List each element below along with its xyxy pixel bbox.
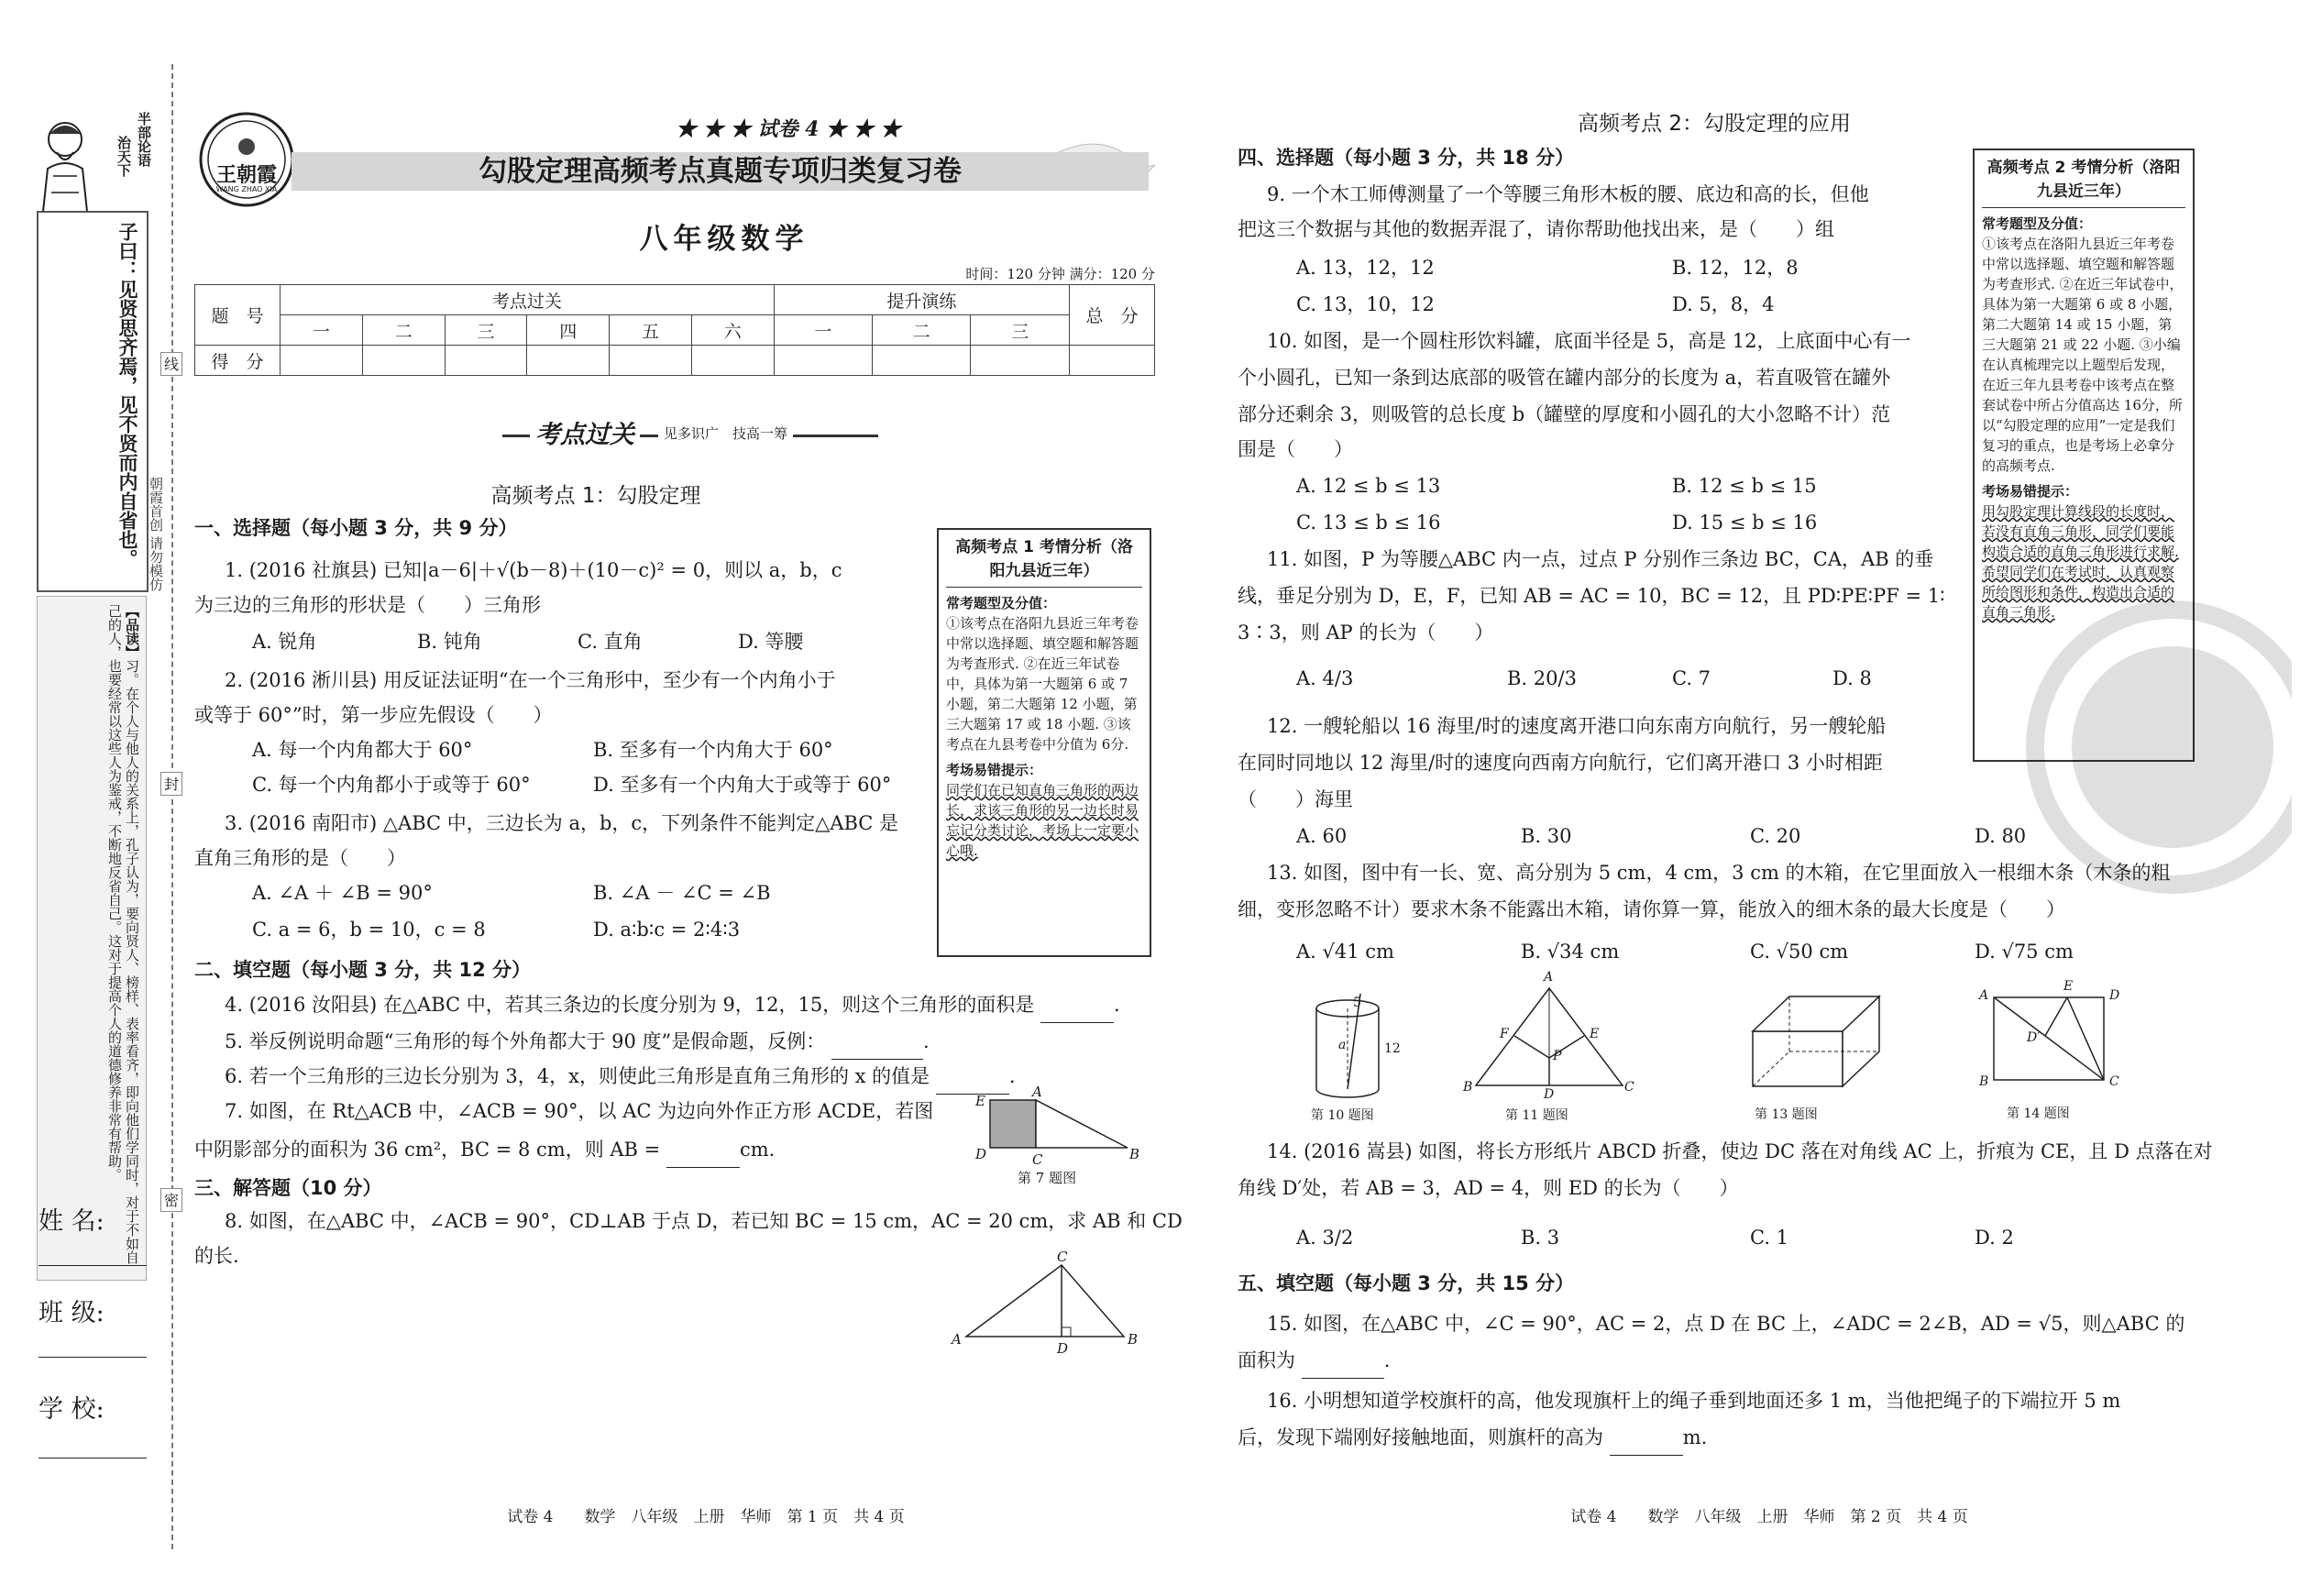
fig11-label: C (1624, 1080, 1634, 1095)
score-cell[interactable] (1070, 346, 1155, 376)
option[interactable]: D. 80 (1975, 825, 2027, 847)
option[interactable]: D. 等腰 (738, 631, 804, 653)
score-cell[interactable] (362, 346, 445, 376)
q7-line1: 7. 如图，在 Rt△ACB 中，∠ACB = 90°，以 AC 为边向外作正方形 ACDE，若图 (225, 1100, 934, 1122)
section-banner (502, 414, 878, 451)
option[interactable]: C. 13 ≤ b ≤ 16 (1296, 512, 1441, 534)
option[interactable]: D. 至多有一个内角大于或等于 60° (593, 774, 892, 796)
fig8-label: A (952, 1331, 962, 1348)
section1-heading: 一、选择题（每小题 3 分，共 9 分） (194, 517, 518, 539)
q10-line1: 10. 如图，是一个圆柱形饮料罐，底面半径是 5，高是 12，上底面中心有一 (1267, 330, 1911, 352)
q9-options-row1 (1296, 249, 1799, 286)
th-num: 四 (527, 315, 610, 346)
banner-title: 考点过关 (530, 414, 640, 450)
th-num: 一 (281, 315, 363, 346)
analysis-box-1 (937, 528, 1151, 957)
q12-options (1296, 818, 2026, 854)
box2-subhead2: 考场易错提示： (1982, 483, 2079, 500)
paper-tag: ★ ★ ★ 试卷 4 ★ ★ ★ (676, 117, 901, 141)
score-cell[interactable] (610, 346, 692, 376)
option[interactable]: C. 每一个内角都小于或等于 60° (252, 774, 531, 796)
q11-line2: 线，垂足分别为 D，E，F，已知 AB = AC = 10，BC = 12，且 PD∶PE∶PF = 1∶ (1238, 585, 1945, 607)
q2-line1: 2. (2016 淅川县) 用反证法证明“在一个三角形中，至少有一个内角小于 (225, 669, 836, 691)
th-kaodian: 考点过关 (281, 285, 775, 315)
q5: 5. 举反例说明命题“三角形的每个外角都大于 90 度”是假命题，反例： . (225, 1023, 930, 1060)
topic1-title: 高频考点 1：勾股定理 (490, 484, 701, 508)
seal-char-1: 线 (160, 352, 182, 376)
score-cell[interactable] (527, 346, 610, 376)
q14-line1: 14. (2016 嵩县) 如图，将长方形纸片 ABCD 折叠，使边 DC 落在对角线 AC 上，折痕为 CE，且 D 点落在对 (1267, 1140, 2213, 1162)
q16-blank[interactable] (1610, 1436, 1683, 1456)
box1-subhead: 常考题型及分值： (946, 595, 1057, 611)
box2-subhead: 常考题型及分值： (1982, 215, 2093, 232)
school-label: 学 校: (39, 1395, 105, 1424)
fig11-label: P (1553, 1049, 1562, 1063)
box1-body: ①该考点在洛阳九县近三年考卷中常以选择题、填空题和解答题为考查形式. ②在近三年试卷中，具体为第一大题第 6 或 7 小题，第二大题第 12 小题，第三大题第 17 或 18 小题. ③该考点在九县考卷中分值为 6分. (946, 615, 1139, 753)
option[interactable]: B. 12，12，8 (1672, 257, 1799, 279)
th-num: 五 (610, 315, 692, 346)
fig7-label: A (1032, 1084, 1042, 1100)
th-num: 六 (691, 315, 774, 346)
fig8-label: B (1128, 1331, 1139, 1348)
option[interactable]: B. 12 ≤ b ≤ 15 (1672, 475, 1817, 497)
option[interactable]: A. ∠A ＋ ∠B = 90° (252, 882, 433, 904)
option[interactable]: D. 15 ≤ b ≤ 16 (1672, 512, 1818, 534)
box1-head: 高频考点 1 考情分析（洛阳九县近三年） (955, 538, 1133, 580)
q8-line1: 8. 如图，在△ABC 中，∠ACB = 90°，CD⊥AB 于点 D，若已知 BC = 15 cm，AC = 20 cm，求 AB 和 CD (225, 1210, 1183, 1232)
fig11-label: B (1463, 1080, 1473, 1095)
fig13-caption: 第 13 题图 (1755, 1107, 1818, 1122)
fig10-label: a (1338, 1038, 1347, 1052)
brand-logo (197, 110, 296, 209)
option[interactable]: D. a∶b∶c = 2∶4∶3 (593, 919, 741, 941)
fig14-label: D (2109, 988, 2120, 1003)
fig11-label: A (1544, 970, 1554, 985)
fig11-label: D (1544, 1087, 1555, 1102)
q11-options (1296, 660, 1872, 697)
fig14-caption: 第 14 题图 (2007, 1106, 2070, 1121)
th-score: 得 分 (195, 346, 281, 376)
section3-heading: 三、解答题（10 分） (194, 1177, 382, 1199)
q3-line2: 直角三角形的是（ ） (194, 847, 406, 869)
footer-right: 试卷 4 数学 八年级 上册 华师 第 2 页 共 4 页 (1570, 1508, 1968, 1526)
fig7-label: E (975, 1093, 985, 1109)
option[interactable]: C. 13，10，12 (1296, 293, 1435, 315)
option[interactable]: D. 8 (1832, 667, 1872, 689)
option[interactable]: D. 2 (1975, 1227, 2014, 1249)
q3-options-row2 (252, 911, 740, 948)
quote-text: 子曰：见贤思齐焉，见不贤而内自省也。 (116, 222, 138, 568)
q7-blank[interactable] (666, 1149, 740, 1168)
brand-vertical: 朝霞首创 请勿模仿 (148, 477, 164, 591)
pindu-text: 【品读】习。在个人与他人的关系上，孔子认为，要向贤人、榜样、表率看齐，即向他们学同时，对于不如自己的人，也要经常以这些人为鉴戒，不断地反省自己。这对于提高个人的道德修养非常有帮助。 (106, 604, 140, 1264)
q15-line2: 面积为 . (1238, 1342, 1390, 1379)
option[interactable]: B. 20/3 (1507, 667, 1577, 689)
fig10-label: 12 (1384, 1041, 1401, 1056)
figure-q11 (1458, 970, 1641, 1128)
topic2-title: 高频考点 2：勾股定理的应用 (1578, 112, 1851, 136)
box2-tip: 用勾股定理计算线段的长度时，若没有直角三角形，同学们要能构造合适的直角三角形进行求解. 希望同学们在考试时，认真观察所给图形和条件，构造出合适的直角三角形. (1982, 503, 2179, 621)
score-cell[interactable] (691, 346, 774, 376)
q12-line1: 12. 一艘轮船以 16 海里/时的速度离开港口向东南方向航行，另一艘轮船 (1267, 715, 1887, 737)
q11-line3: 3∶3，则 AP 的长为（ ） (1238, 622, 1494, 644)
figure-q8 (950, 1249, 1142, 1359)
q10-line4: 围是（ ） (1238, 438, 1353, 460)
option[interactable]: A. 60 (1296, 825, 1348, 847)
box2-head: 高频考点 2 考情分析（洛阳九县近三年） (1986, 159, 2181, 201)
option[interactable]: C. 直角 (578, 631, 643, 653)
th-tisheng: 提升演练 (774, 285, 1069, 315)
q10-line3: 部分还剩余 3，则吸管的总长度 b（罐壁的厚度和小圆孔的大小忽略不计）范 (1238, 403, 1891, 425)
q13-line1: 13. 如图，图中有一长、宽、高分别为 5 cm，4 cm，3 cm 的木箱，在它里面放入一根细木条（木条的粗 (1267, 862, 2171, 884)
subject-title: 八年级数学 (639, 223, 809, 256)
option[interactable]: A. 每一个内角都大于 60° (252, 739, 473, 761)
fig11-caption: 第 11 题图 (1505, 1108, 1568, 1123)
score-cell[interactable] (774, 346, 872, 376)
option[interactable]: D. 5，8，4 (1672, 293, 1775, 315)
footer-left: 试卷 4 数学 八年级 上册 华师 第 1 页 共 4 页 (507, 1508, 905, 1526)
section2-heading: 二、填空题（每小题 3 分，共 12 分） (194, 959, 532, 981)
class-label: 班 级: (39, 1299, 105, 1327)
sidebar (28, 110, 152, 1424)
watermark-seal (2017, 596, 2292, 898)
option[interactable]: B. 3 (1521, 1227, 1560, 1249)
motto-side: 治天下 (116, 136, 132, 177)
th-num: 二 (873, 315, 971, 346)
q1-line2: 为三边的三角形的形状是（ ）三角形 (194, 594, 541, 616)
th-num: 二 (362, 315, 445, 346)
option[interactable]: C. 20 (1750, 825, 1801, 847)
option[interactable]: A. √41 cm (1296, 941, 1394, 963)
q10-options-row2 (1296, 504, 1817, 541)
box2-body: ①该考点在洛阳九县近三年考卷中常以选择题、填空题和解答题为考查形式. ②在近三年试卷中，具体为第一大题第 6 或 8 小题，第二大题第 14 或 15 小题，第三大题第 21 或 22 小题. ③小编在认真梳理完以上题型后发现，在近三年九县考卷中该考点在整套试卷中所占分值高达 16分，所以“勾股定理的应用”一定是我们复习的重点，也是考场上必拿分的高频考点. (1982, 236, 2184, 474)
pindu-box (37, 596, 147, 1281)
fig7-label: C (1032, 1151, 1043, 1168)
q2-options-row2 (252, 766, 891, 803)
option[interactable]: A. 13，12，12 (1296, 257, 1435, 279)
name-label: 姓 名: (39, 1207, 105, 1236)
q15-line1: 15. 如图，在△ABC 中，∠C = 90°，AC = 2，点 D 在 BC 上，∠ADC = 2∠B，AD = √5，则△ABC 的 (1267, 1313, 2185, 1335)
q4: 4. (2016 汝阳县) 在△ABC 中，若其三条边的长度分别为 9，12，15，则这个三角形的面积是 . (225, 986, 1120, 1023)
fig10-caption: 第 10 题图 (1311, 1108, 1374, 1123)
option[interactable]: B. ∠A － ∠C = ∠B (593, 882, 771, 904)
option[interactable]: A. 锐角 (252, 631, 317, 653)
score-cell[interactable] (281, 346, 363, 376)
th-num: 三 (445, 315, 527, 346)
fig14-label: B (1979, 1074, 1989, 1089)
figure-q7 (972, 1084, 1146, 1208)
option[interactable]: A. 12 ≤ b ≤ 13 (1296, 475, 1441, 497)
option[interactable]: A. 4/3 (1296, 667, 1354, 689)
q16-line1: 16. 小明想知道学校旗杆的高，他发现旗杆上的绳子垂到地面还多 1 m，当他把绳子的下端拉开 5 m (1267, 1390, 2121, 1412)
binding-line (171, 64, 173, 1549)
seal-char-2: 封 (160, 772, 182, 796)
fig14-label: D′ (2027, 1030, 2041, 1045)
q13-options (1296, 933, 2074, 970)
th-num: 三 (971, 315, 1070, 346)
logo-sub: WANG ZHAO XIA (215, 185, 278, 193)
fig11-label: F (1500, 1027, 1509, 1041)
score-cell[interactable] (873, 346, 971, 376)
option[interactable]: C. √50 cm (1750, 941, 1849, 963)
th-num: 一 (774, 315, 872, 346)
q3-line1: 3. (2016 南阳市) △ABC 中，三边长为 a，b，c，下列条件不能判定△ABC 是 (225, 812, 899, 834)
th-question-no: 题 号 (195, 285, 281, 346)
option[interactable]: A. 3/2 (1296, 1227, 1354, 1249)
q14-line2: 角线 D′处，若 AB = 3，AD = 4，则 ED 的长为（ ） (1238, 1177, 1739, 1199)
fig11-label: E (1590, 1027, 1600, 1041)
q2-options-row1 (252, 732, 833, 768)
q8-line2: 的长. (194, 1245, 239, 1267)
q10-options-row1 (1296, 468, 1817, 504)
class-line[interactable] (39, 1357, 147, 1358)
option[interactable]: C. a = 6，b = 10，c = 8 (252, 919, 486, 941)
score-table (194, 284, 1155, 376)
box1-tip: 同学们在已知直角三角形的两边长，求该三角形的另一边长时易忘记分类讨论，考场上一定要小心哦. (946, 782, 1139, 859)
name-line[interactable] (39, 1265, 147, 1266)
q13-line2: 细，变形忽略不计）要求木条不能露出木箱，请你算一算，能放入的细木条的最大长度是（ ） (1238, 898, 2065, 920)
fig14-label: C (2109, 1074, 2119, 1089)
q3-options-row1 (252, 875, 771, 911)
time-score: 时间：120 分钟 满分：120 分 (965, 266, 1155, 282)
box1-subhead2: 考场易错提示： (946, 762, 1043, 778)
option[interactable]: B. √34 cm (1521, 941, 1620, 963)
q2-line2: 或等于 60°”时，第一步应先假设（ ） (194, 704, 553, 726)
fig7-caption: 第 7 题图 (1018, 1170, 1077, 1186)
figure-q10 (1293, 990, 1430, 1128)
banner-subtitle: 见多识广 技高一筹 (658, 424, 793, 443)
option[interactable]: C. 1 (1750, 1227, 1789, 1249)
option[interactable]: B. 钝角 (417, 631, 482, 653)
q11-line1: 11. 如图，P 为等腰△ABC 内一点，过点 P 分别作三条边 BC，CA，AB 的垂 (1267, 548, 1934, 570)
motto-top: 半部论语 (136, 112, 152, 167)
option[interactable]: B. 30 (1521, 825, 1572, 847)
fig8-label: C (1057, 1249, 1068, 1265)
q5-blank[interactable] (831, 1040, 923, 1060)
logo-text: 王朝霞 (215, 163, 277, 187)
q14-options (1296, 1219, 2014, 1256)
option[interactable]: B. 至多有一个内角大于 60° (593, 739, 833, 761)
fig7-label: B (1129, 1146, 1140, 1162)
fig14-label: A (1979, 988, 1989, 1003)
fig7-label: D (975, 1146, 987, 1162)
confucius-portrait (29, 112, 101, 222)
section4-heading: 四、选择题（每小题 3 分，共 18 分） (1238, 147, 1575, 169)
q6: 6. 若一个三角形的三边长分别为 3，4，x，则使此三角形是直角三角形的 x 的值是 . (225, 1058, 1016, 1095)
fig10-label: 5 (1353, 996, 1361, 1010)
q9-options-row2 (1296, 286, 1775, 323)
q12-line3: （ ）海里 (1238, 788, 1353, 810)
th-total: 总 分 (1070, 285, 1155, 346)
score-cell[interactable] (971, 346, 1070, 376)
q12-line2: 在同时同地以 12 海里/时的速度向西南方向航行，它们离开港口 3 小时相距 (1238, 752, 1883, 774)
q4-blank[interactable] (1040, 1004, 1114, 1023)
q9-line1: 9. 一个木工师傅测量了一个等腰三角形木板的腰、底边和高的长，但他 (1267, 183, 1869, 205)
q1-line1: 1. (2016 社旗县) 已知|a－6|＋√(b－8)＋(10－c)² = 0，则以 a，b，c (225, 559, 842, 581)
option[interactable]: C. 7 (1672, 667, 1711, 689)
option[interactable]: D. √75 cm (1975, 941, 2074, 963)
fig14-label: E (2063, 979, 2074, 994)
q9-line2: 把这三个数据与其他的数据弄混了，请你帮助他找出来，是（ ）组 (1238, 218, 1834, 240)
seal-char-3: 密 (160, 1188, 182, 1212)
page-title: 勾股定理高频考点真题专项归类复习卷 (479, 155, 962, 188)
quote-box (37, 211, 149, 592)
score-cell[interactable] (445, 346, 527, 376)
section5-heading: 五、填空题（每小题 3 分，共 15 分） (1238, 1272, 1575, 1294)
figure-q14 (1975, 979, 2122, 1128)
q7-line2: 中阴影部分的面积为 36 cm²，BC = 8 cm，则 AB = cm. (194, 1131, 775, 1168)
figure-q13 (1742, 985, 1888, 1128)
fig8-label: D (1057, 1340, 1069, 1357)
q1-options (252, 623, 803, 660)
q16-line2: 后，发现下端刚好接触地面，则旗杆的高为 m. (1238, 1419, 1707, 1456)
q10-line2: 个小圆孔，已知一条到达底部的吸管在罐内部分的长度为 a，若直吸管在罐外 (1238, 367, 1891, 389)
q15-blank[interactable] (1302, 1359, 1384, 1379)
